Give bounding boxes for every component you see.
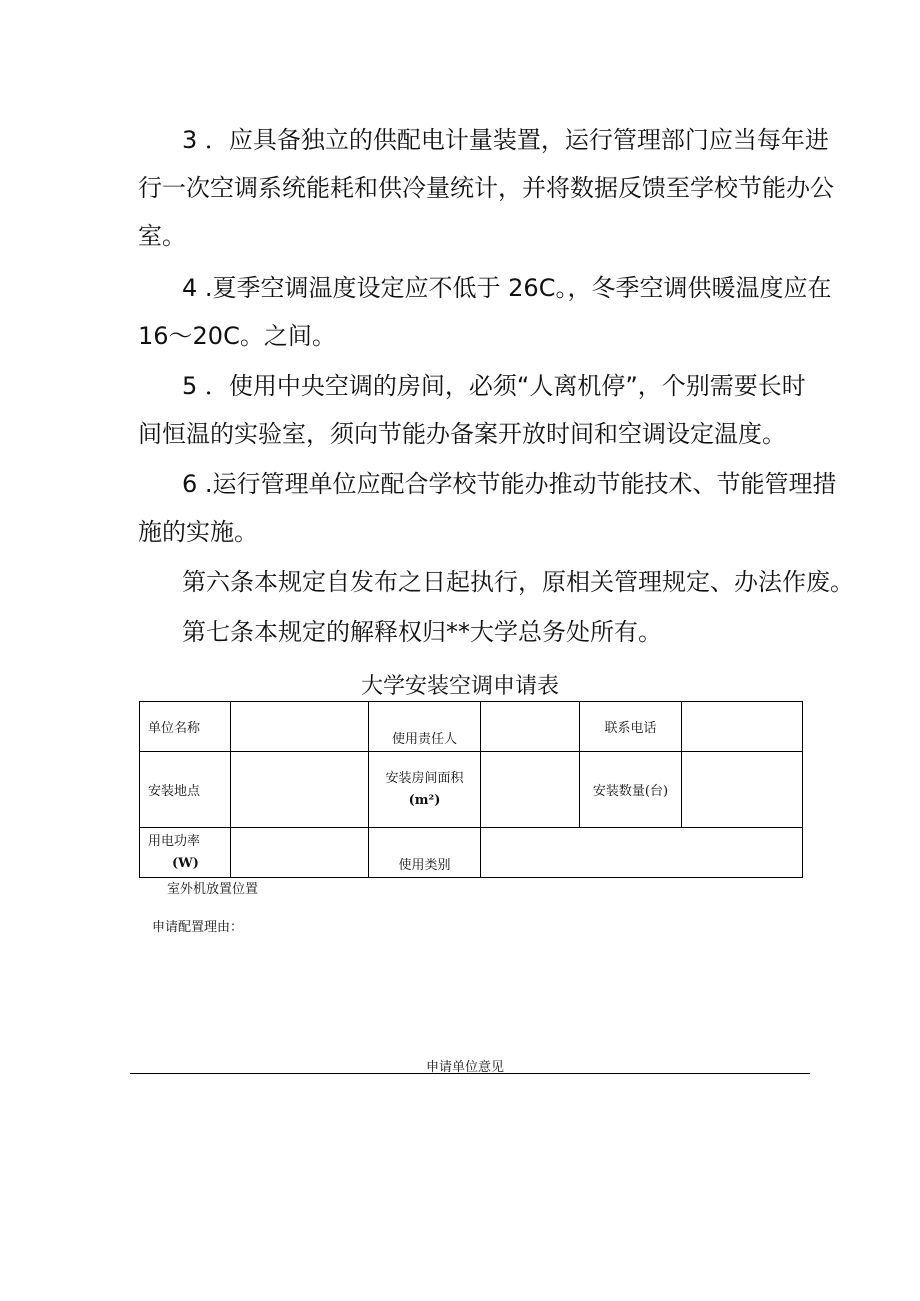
responsible-user-label: 使用责任人 bbox=[369, 702, 481, 752]
install-location-field[interactable] bbox=[231, 752, 369, 828]
apply-reason-label: 申请配置理由： bbox=[152, 920, 244, 935]
room-area-text: 安装房间面积 bbox=[385, 770, 464, 786]
article-line: 行一次空调系统能耗和供冷量统计，并将数据反馈至学校节能办公 bbox=[138, 174, 834, 202]
article-line: 4 .夏季空调温度设定应不低于 26C。，冬季空调供暖温度应在 bbox=[182, 274, 832, 302]
outdoor-unit-position-label: 室外机放置位置 bbox=[167, 882, 259, 897]
article-line: 第六条本规定自发布之日起执行，原相关管理规定、办法作废。 bbox=[182, 568, 854, 596]
article-line: 第七条本规定的解释权归**大学总务处所有。 bbox=[182, 618, 662, 646]
article-line: 施的实施。 bbox=[138, 518, 258, 546]
install-location-label: 安装地点 bbox=[140, 752, 231, 828]
article-4 bbox=[138, 264, 832, 360]
article-3 bbox=[138, 116, 834, 260]
article-5 bbox=[138, 362, 818, 458]
power-text: 用电功率 bbox=[148, 833, 201, 849]
article-6 bbox=[138, 460, 837, 556]
article-line: 间恒温的实验室，须向节能办备案开放时间和空调设定温度。 bbox=[138, 420, 786, 448]
article-line: 6 .运行管理单位应配合学校节能办推动节能技术、节能管理措 bbox=[182, 470, 837, 498]
divider-line bbox=[130, 1073, 810, 1074]
article-clause-7 bbox=[138, 608, 818, 656]
use-category-label: 使用类别 bbox=[369, 828, 481, 878]
unit-name-label: 单位名称 bbox=[140, 702, 231, 752]
unit-name-field[interactable] bbox=[231, 702, 369, 752]
room-area-label bbox=[369, 752, 481, 828]
article-clause-6 bbox=[138, 558, 854, 606]
article-line: 5 ．使用中央空调的房间，必须“人离机停”，个别需要长时 bbox=[182, 372, 806, 400]
unit-opinion-label: 申请单位意见 bbox=[426, 1060, 505, 1075]
use-category-field[interactable] bbox=[481, 828, 803, 878]
install-quantity-field[interactable] bbox=[682, 752, 803, 828]
power-field[interactable] bbox=[231, 828, 369, 878]
power-unit: (W) bbox=[172, 855, 199, 871]
responsible-user-field[interactable] bbox=[481, 702, 580, 752]
form-title: 大学安装空调申请表 bbox=[360, 674, 559, 699]
room-area-field[interactable] bbox=[481, 752, 580, 828]
article-line: 16～20C。之间。 bbox=[138, 322, 336, 350]
article-line: 3 ．应具备独立的供配电计量装置，运行管理部门应当每年进 bbox=[182, 126, 829, 154]
contact-phone-field[interactable] bbox=[682, 702, 803, 752]
power-label bbox=[140, 828, 231, 878]
application-form-table bbox=[139, 701, 803, 878]
article-line: 室。 bbox=[138, 222, 186, 250]
install-quantity-label: 安装数量(台) bbox=[580, 752, 682, 828]
room-area-unit: (m²) bbox=[408, 792, 441, 808]
contact-phone-label: 联系电话 bbox=[580, 702, 682, 752]
